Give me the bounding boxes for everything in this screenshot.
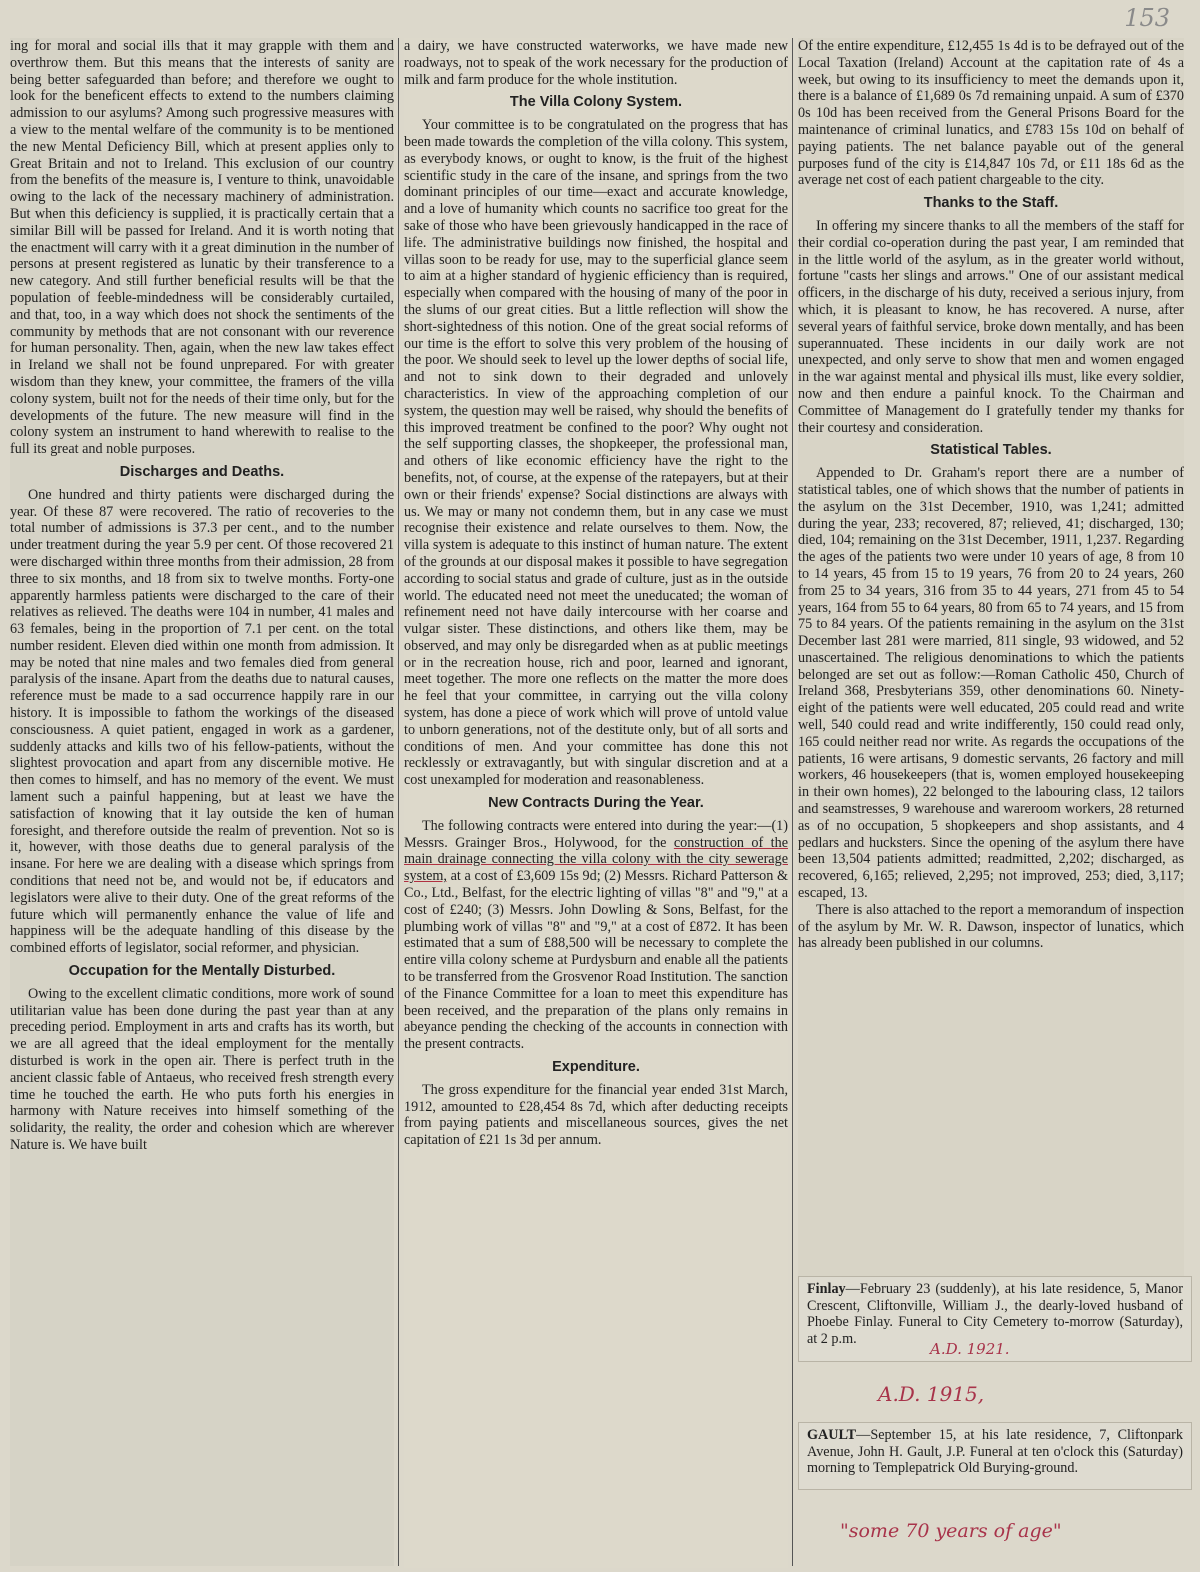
col2-paragraph-3 [404, 818, 788, 1053]
col2-paragraph-2: Your committee is to be congratulated on the progress that has been made towards the completion of the villa colony. This system, as everybody knows, or ought to know, is the fruit of the highest scientific study in the care of the insane, and springs from the two dominant principles of our time—exact and accurate knowledge, and a love of humanity which counts no sacrifice too great for the sake of those who have been grievously handicapped in the race of life. The administrative buildings now finished, the hospital and villas soon to be ready for use, may to the superficial glance seem to aim at a higher standard of hygienic efficiency than is required, especially when compared with the housing of many of the poor in the slums of our great cities. But a little reflection will show the short-sightedness of this notion. One of the great social reforms of our time is the effort to solve this very problem of the housing of the poor. We should seek to level up the lower depths of social life, and not to sink down to their degraded and unlovely characteristics. In view of the approaching completion of our system, the question may well be raised, why should the benefits of this improved treatment be confined to the poor? Why ought not the self supporting classes, the shopkeeper, the professional man, and others of like economic efficiency have the right to the benefits, not, of course, at the expense of the ratepayers, but at their own or their friends' expense? Social distinctions are always with us. We may or many not condemn them, but in any case we must recognise their existence and relate ourselves to them. Now, the villa system is adequate to this instinct of human nature. The extent of the grounds at our disposal makes it possible to have segregation according to social status and grade of culture, just as in the outside world. The educated need not meet the uneducated; the woman of refinement need not have daily intercourse with her coarse and vulgar sister. These distinctions, and others like them, may be observed, and may only be disregarded when as at public meetings or in the recreation house, rich and poor, learned and ignorant, meet together. The more one reflects on the matter the more does he feel that your committee, in carrying out the villa colony system, has done a piece of work which will prove of untold value to unborn generations, not of the destitute only, but of all sorts and conditions of men. And your committee has done this not recklessly or extravagantly, but with singular discretion and at a cost unexampled for moderation and reasonableness. [404, 117, 788, 789]
col1-paragraph-3: Owing to the excellent climatic conditions, more work of sound utilitarian value has been done during the past year than at any preceding period. Employment in arts and crafts has its worth, but we are all agreed that the ideal employment for the mentally disturbed is work in the open air. There is perfect truth in the ancient classic fable of Antaeus, who received fresh strength every time he touched the earth. He who puts forth his energies in harmony with Nature receives into himself something of the solidarity, the reality, the order and cohesion which are wherever Nature is. We have built [10, 985, 394, 1153]
col1-paragraph-2: One hundred and thirty patients were discharged during the year. Of these 87 were recovered. The ratio of recoveries to the total number of admissions is 37.3 per cent., and to the number under treatment during the year 5.9 per cent. Of those recovered 21 were discharged within three months from their admission, 28 from three to six months, and 18 from six to twelve months. Forty-one apparently harmless patients were discharged to the care of their relatives as relieved. The deaths were 104 in number, 41 males and 63 females, being in the proportion of 7.1 per cent. on the total number resident. Eleven died within one month from admission. It may be noted that nine males and two females died from general paralysis of the insane. Apart from the deaths due to natural causes, reference must be made to a sad occurrence happily rare in our history. It is impossible to fathom the workings of the diseased consciousness. A quiet patient, engaged in work as a gardener, suddenly attacks and kills two of his fellow-patients, without the slightest provocation and apart from any discernible motive. He then comes to himself, and has no memory of the event. We must lament such a painful happening, but at least we have the satisfaction of knowing that it lay outside the ken of human foresight, and therefore outside the realm of prevention. Not so is it, however, with those deaths due to general paralysis of the insane. For here we are dealing with a disease which springs from conditions that need not be, and would not be, if educators and legislators were alive to their duty. One of the great reforms of the future which will permanently enhance the value of life and happiness will be the adequate handling of this disease by the combined efforts of legislator, social reformer, and physician. [10, 486, 394, 957]
col3-paragraph-3: Appended to Dr. Graham's report there are a number of statistical tables, one of which shows that the number of patients in the asylum on the 31st December, 1910, was 1,241; admitted during the year, 233; recovered, 87; relieved, 41; discharged, 130; died, 104; remaining on the 31st December, 1911, 1,237. Regarding the ages of the patients two were under 10 years of age, 8 from 10 to 14 years, 45 from 15 to 19 years, 76 from 20 to 24 years, 260 from 25 to 34 years, 316 from 35 to 44 years, 271 from 45 to 54 years, 164 from 55 to 64 years, 80 from 65 to 74 years, and 15 from 75 to 84 years. Of the patients remaining in the asylum on the 31st December last 281 were married, 811 single, 93 widowed, and 52 unascertained. The religious denominations to which the patients belonged are set out as follow:—Roman Catholic 450, Church of Ireland 368, Presbyterians 359, other denominations 60. Ninety-eight of the patients were well educated, 205 could read and write well, 540 could read and write indifferently, 150 could read only, 165 could neither read nor write. As regards the occupations of the patients, 16 were artisans, 9 domestic servants, 26 factory and mill workers, 46 housekeepers (that is, women employed housekeeping in their own homes), 22 belonged to the labouring class, 12 tailors and seamstresses, 9 warehouse and wareroom workers, 28 returned as of no occupation, 5 shopkeepers and shop assistants, and 4 pedlars and hucksters. Since the opening of the asylum there have been 13,504 patients admitted; readmitted, 2,202; discharged, as recovered, 6,165; relieved, 2,295; not improved, 253; died, 3,117; escaped, 13. [798, 465, 1184, 902]
heading-villa-colony: The Villa Colony System. [509, 94, 683, 111]
col3-paragraph-2: In offering my sincere thanks to all the members of the staff for their cordial co-operation during the past year, I am reminded that in the little world of the asylum, as in the greater world without, fortune "casts her slings and arrows." One of our assistant medical officers, in the discharge of his duty, received a serious injury, from which, it is pleasant to know, he has recovered. A nurse, after several years of faithful service, broke down mentally, and has been superannuated. These incidents in our daily work are not unexpected, and only serve to show that men and women engaged in the war against mental and physical ills must, like every soldier, now and then endure a painful knock. To the Chairman and Committee of Management do I gratefully tender my thanks for their courtesy and consideration. [798, 217, 1184, 436]
handwritten-annotation: "some 70 years of age" [840, 1520, 1062, 1542]
notice-name: Finlay [807, 1281, 846, 1297]
column-2 [404, 38, 788, 1568]
heading-discharges-deaths: Discharges and Deaths. [119, 463, 285, 480]
notice-text: —September 15, at his late residence, 7, Cliftonpark Avenue, John H. Gault, J.P. Funeral at ten o'clock this (Saturday) morning to Templepatrick Old Burying-ground. [807, 1427, 1183, 1477]
handwritten-annotation: A.D. 1915, [878, 1382, 985, 1406]
page-number: 153 [1124, 4, 1170, 32]
notice-text: —February 23 (suddenly), at his late residence, 5, Manor Crescent, Cliftonville, William J., the dearly-loved husband of Phoebe Finlay. Funeral to City Cemetery to-morrow (Saturday), at 2 p.m. [807, 1281, 1183, 1347]
column-1 [10, 38, 394, 1566]
contracts-underlined: construction of the main drainage connecting the villa colony with the city sewerage system, [404, 834, 788, 885]
contracts-text-b: at a cost of £3,609 15s 9d; (2) Messrs. Richard Patterson & Co., Ltd., Belfast, for the electric lighting of villas "8" and "9," at a cost of £240; (3) Messrs. John Dowling & Sons, Belfast, for the plumbing work of villas "8" and "9," at a cost of £872. It has been estimated that a sum of £88,500 will be necessary to complete the entire villa colony scheme at Purdysburn and enable all the patients to be transferred from the Grosvenor Road Institution. The sanction of the Finance Committee for a loan to meet this expenditure has been received, and the preparation of the plans only remains in abeyance pending the checking of the accounts in connection with the present contracts. [404, 868, 788, 1053]
column-divider [398, 38, 399, 1566]
col2-paragraph-1: a dairy, we have constructed waterworks, we have made new roadways, not to speak of the work necessary for the production of milk and farm produce for the whole institution. [404, 38, 788, 88]
column-3 [798, 38, 1184, 1278]
heading-statistical-tables: Statistical Tables. [930, 442, 1052, 459]
col3-paragraph-4: There is also attached to the report a memorandum of inspection of the asylum by Mr. W. R. Dawson, inspector of lunatics, which has already been published in our columns. [798, 901, 1184, 952]
contracts-text-a: The following contracts were entered into during the year:—(1) Messrs. Grainger Bros., Holywood, for the [404, 817, 788, 851]
column-divider [792, 38, 793, 1566]
col2-paragraph-4: The gross expenditure for the financial year ended 31st March, 1912, amounted to £28,454 8s 7d, which after deducting receipts from paying patients and miscellaneous sources, gives the net capitation of £21 1s 3d per annum. [404, 1081, 788, 1149]
heading-occupation: Occupation for the Mentally Disturbed. [68, 963, 336, 980]
heading-new-contracts: New Contracts During the Year. [488, 795, 704, 812]
col1-paragraph-1: ing for moral and social ills that it may grapple with them and overthrow them. But this means that the interests of sanity are being better safeguarded than before; and therefore we ought to look for the beneficent effects to extend to the numbers claiming admission to our asylums? Among such progressive measures with a view to the mental welfare of the community is to be mentioned the new Mental Deficiency Bill, which at present applies only to Great Britain and not to Ireland. This exclusion of our country from the benefits of the measure is, I venture to think, unavoidable owing to the lack of the necessary machinery of administration. But when this deficiency is supplied, it is practically certain that a similar Bill will be passed for Ireland. And it is worth noting that the enactment will carry with it a great diminution in the number of persons at present registered as lunatic by their transference to a new category. And still further beneficial results will be that the population of feeble-mindedness will be considerably curtailed, and that, too, in a way which does not shock the sentiments of the community by methods that are not consonant with our reverence for human personality. Then, again, when the new law takes effect in Ireland we shall not be found unprepared. For with greater wisdom than they knew, your committee, the framers of the villa colony system, built not for the needs of their time only, but for the developments of the future. The new measure will find in the colony system an instrument to hand wherewith to realise to the full its great and noble purposes. [10, 38, 394, 458]
notice-name: GAULT [807, 1427, 857, 1443]
handwritten-annotation: A.D. 1921. [930, 1340, 1010, 1358]
death-notice-gault [798, 1422, 1192, 1490]
heading-expenditure: Expenditure. [552, 1059, 640, 1076]
heading-thanks-staff: Thanks to the Staff. [923, 195, 1059, 212]
col3-paragraph-1: Of the entire expenditure, £12,455 1s 4d is to be defrayed out of the Local Taxation (Ireland) Account at the capitation rate of 4s a week, but owing to its insufficiency to meet the demands upon it, there is a balance of £1,689 0s 7d remaining unpaid. A sum of £370 0s 10d has been received from the General Prisons Board for the maintenance of criminal lunatics, and £783 15s 10d on behalf of paying patients. The net balance payable out of the general purposes fund of the city is £14,847 10s 7d, or £11 18s 6d as the average net cost of each patient chargeable to the city. [798, 38, 1184, 189]
